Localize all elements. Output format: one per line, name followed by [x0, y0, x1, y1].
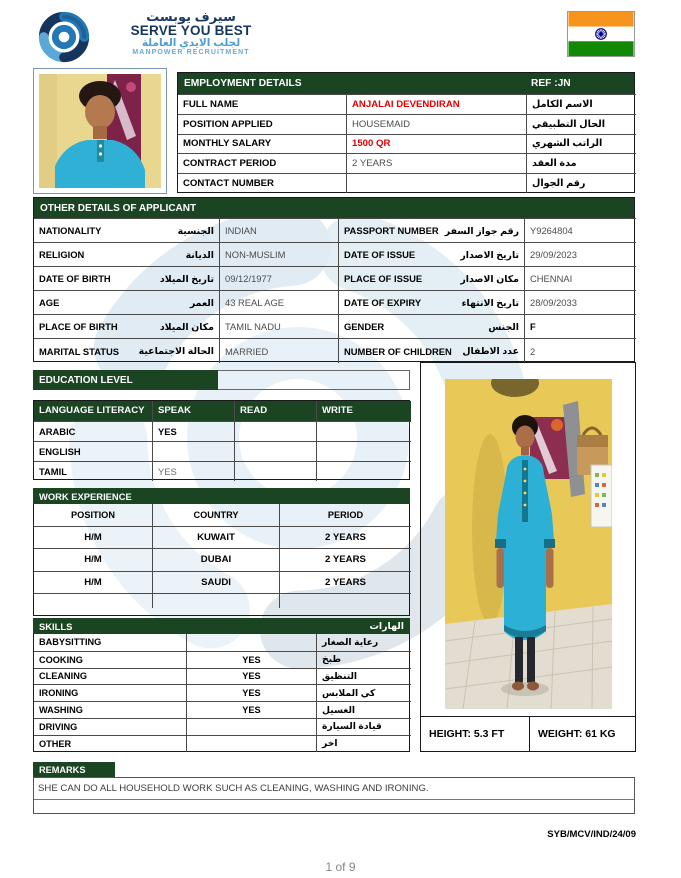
- field-value: 2: [524, 338, 636, 362]
- column-header: READ: [234, 401, 316, 421]
- column-header: COUNTRY: [152, 504, 279, 526]
- field-label: CONTACT NUMBER: [178, 173, 346, 193]
- education-level-title: EDUCATION LEVEL: [33, 370, 218, 390]
- field-label: POSITION APPLIED: [178, 114, 346, 134]
- field-value: HOUSEMAID: [346, 114, 526, 134]
- skills-title-arabic: الهارات: [369, 620, 404, 631]
- field-label: DATE OF EXPIRY تاريخ الانتهاء: [338, 290, 524, 314]
- employment-details-table: [177, 72, 635, 193]
- employment-details-header: [178, 73, 634, 94]
- field-label: DATE OF ISSUE تاريخ الاصدار: [338, 242, 524, 266]
- skill-label: IRONING: [34, 684, 186, 701]
- field-value: INDIAN: [219, 218, 338, 242]
- position-value: H/M: [34, 526, 152, 548]
- skill-label-arabic: رعاية الصغار: [316, 634, 411, 651]
- skill-value: [186, 634, 316, 651]
- speak-value: YES: [152, 421, 234, 441]
- write-value: [316, 441, 411, 461]
- skill-label: COOKING: [34, 651, 186, 668]
- field-value: F: [524, 314, 636, 338]
- field-label: PASSPORT NUMBER رقم جواز السفر: [338, 218, 524, 242]
- other-details-table: [33, 197, 635, 362]
- skill-value: [186, 735, 316, 752]
- company-logo-knot-icon: [33, 9, 95, 65]
- field-label: AGE العمر: [34, 290, 219, 314]
- field-label-arabic: مدة العقد: [526, 153, 636, 173]
- field-label: NUMBER OF CHILDREN عدد الاطفال: [338, 338, 524, 362]
- field-value: 29/09/2023: [524, 242, 636, 266]
- skill-label-arabic: اخر: [316, 735, 411, 752]
- remarks-box: [33, 777, 635, 814]
- field-value: 43 REAL AGE: [219, 290, 338, 314]
- skills-header: [33, 618, 410, 634]
- position-value: H/M: [34, 571, 152, 593]
- field-label: CONTRACT PERIOD: [178, 153, 346, 173]
- field-value: 09/12/1977: [219, 266, 338, 290]
- speak-value: [152, 441, 234, 461]
- column-header: POSITION: [71, 510, 115, 521]
- field-value: [346, 173, 526, 193]
- language-name: ARABIC: [34, 421, 152, 441]
- height-weight-row: [421, 716, 635, 751]
- company-logo-text: [116, 10, 266, 56]
- india-flag-icon: [567, 11, 635, 57]
- language-literacy-table: [33, 400, 410, 480]
- page-number: 1 of 9: [325, 860, 356, 874]
- remarks-text: SHE CAN DO ALL HOUSEHOLD WORK SUCH AS CLEANING, WASHING AND IRONING.: [34, 778, 634, 800]
- country-value: SAUDI: [152, 571, 279, 593]
- company-tagline: MANPOWER RECRUITMENT: [132, 48, 250, 56]
- period-value: 2 YEARS: [279, 548, 411, 570]
- employment-details-title: EMPLOYMENT DETAILS: [184, 78, 302, 89]
- skill-value: YES: [186, 668, 316, 685]
- field-value: TAMIL NADU: [219, 314, 338, 338]
- write-value: [316, 421, 411, 441]
- skill-label-arabic: طبخ: [316, 651, 411, 668]
- field-value: 2 YEARS: [346, 153, 526, 173]
- position-value: [34, 593, 152, 608]
- height-value: HEIGHT: 5.3 FT: [429, 728, 505, 740]
- company-name-arabic: سيرف يوبست: [146, 9, 236, 24]
- work-experience-table: [33, 504, 410, 616]
- remarks-title: REMARKS: [33, 762, 115, 777]
- skill-label-arabic: كي الملابس: [316, 684, 411, 701]
- company-tagline-arabic: لجلب الايدي العاملة: [141, 36, 241, 49]
- skill-label: CLEANING: [34, 668, 186, 685]
- skill-value: YES: [186, 684, 316, 701]
- field-label-arabic: الحال التطبيقي: [526, 114, 636, 134]
- country-value: [152, 593, 279, 608]
- skills-table: [33, 634, 410, 752]
- field-label-arabic: رقم الجوال: [526, 173, 636, 193]
- education-level-row: [33, 370, 410, 390]
- applicant-portrait-photo: [33, 68, 167, 194]
- column-header: LANGUAGE LITERACY: [34, 401, 152, 421]
- read-value: [234, 461, 316, 481]
- field-label: MONTHLY SALARY: [178, 134, 346, 154]
- period-value: [279, 593, 411, 608]
- position-value: H/M: [34, 548, 152, 570]
- skills-title: SKILLS: [39, 620, 73, 632]
- read-value: [234, 441, 316, 461]
- field-value: NON-MUSLIM: [219, 242, 338, 266]
- country-value: DUBAI: [152, 548, 279, 570]
- field-label: PLACE OF ISSUE مكان الاصدار: [338, 266, 524, 290]
- field-label: RELIGION الديانة: [34, 242, 219, 266]
- field-value: 28/09/2033: [524, 290, 636, 314]
- field-value: 1500 QR: [346, 134, 526, 154]
- column-header: WRITE: [316, 401, 411, 421]
- field-value: ANJALAI DEVENDIRAN: [346, 94, 526, 114]
- language-name: TAMIL: [34, 461, 152, 481]
- skill-label-arabic: الغسيل: [316, 701, 411, 718]
- skill-label: OTHER: [34, 735, 186, 752]
- field-value: Y9264804: [524, 218, 636, 242]
- applicant-full-photo: [445, 379, 612, 709]
- field-label: MARITAL STATUS الحالة الاجتماعية: [34, 338, 219, 362]
- period-value: 2 YEARS: [279, 526, 411, 548]
- field-label: GENDER الجنس: [338, 314, 524, 338]
- weight-value: WEIGHT: 61 KG: [529, 717, 635, 751]
- field-label: PLACE OF BIRTH مكان الميلاد: [34, 314, 219, 338]
- ref-number: REF :JN: [531, 78, 571, 89]
- field-value: CHENNAI: [524, 266, 636, 290]
- skill-label: BABYSITTING: [39, 637, 102, 648]
- field-label: FULL NAME: [178, 94, 346, 114]
- column-header: SPEAK: [152, 401, 234, 421]
- field-label-arabic: الراتب الشهري: [526, 134, 636, 154]
- language-name: ENGLISH: [34, 441, 152, 461]
- speak-value: YES: [152, 461, 234, 481]
- work-experience-title: WORK EXPERIENCE: [33, 488, 410, 504]
- skill-label-arabic: التنظيق: [316, 668, 411, 685]
- period-value: 2 YEARS: [279, 571, 411, 593]
- company-name: SERVE YOU BEST: [130, 22, 252, 38]
- field-label-arabic: الاسم الكامل: [526, 94, 636, 114]
- write-value: [316, 461, 411, 481]
- field-label: NATIONALITY الجنسية: [34, 218, 219, 242]
- applicant-full-photo-panel: [420, 362, 636, 752]
- skill-label-arabic: قيادة السيارة: [316, 718, 411, 735]
- document-ref-code: SYB/MCV/IND/24/09: [547, 829, 636, 840]
- field-value: MARRIED: [219, 338, 338, 362]
- skill-label: DRIVING: [34, 718, 186, 735]
- country-value: KUWAIT: [152, 526, 279, 548]
- skill-value: [186, 718, 316, 735]
- other-details-title: OTHER DETAILS OF APPLICANT: [34, 198, 634, 218]
- read-value: [234, 421, 316, 441]
- education-level-value: [218, 370, 410, 390]
- field-label: DATE OF BIRTH تاريخ الميلاد: [34, 266, 219, 290]
- column-header: PERIOD: [279, 504, 411, 526]
- skill-value: YES: [186, 651, 316, 668]
- skill-label: WASHING: [34, 701, 186, 718]
- skill-value: YES: [186, 701, 316, 718]
